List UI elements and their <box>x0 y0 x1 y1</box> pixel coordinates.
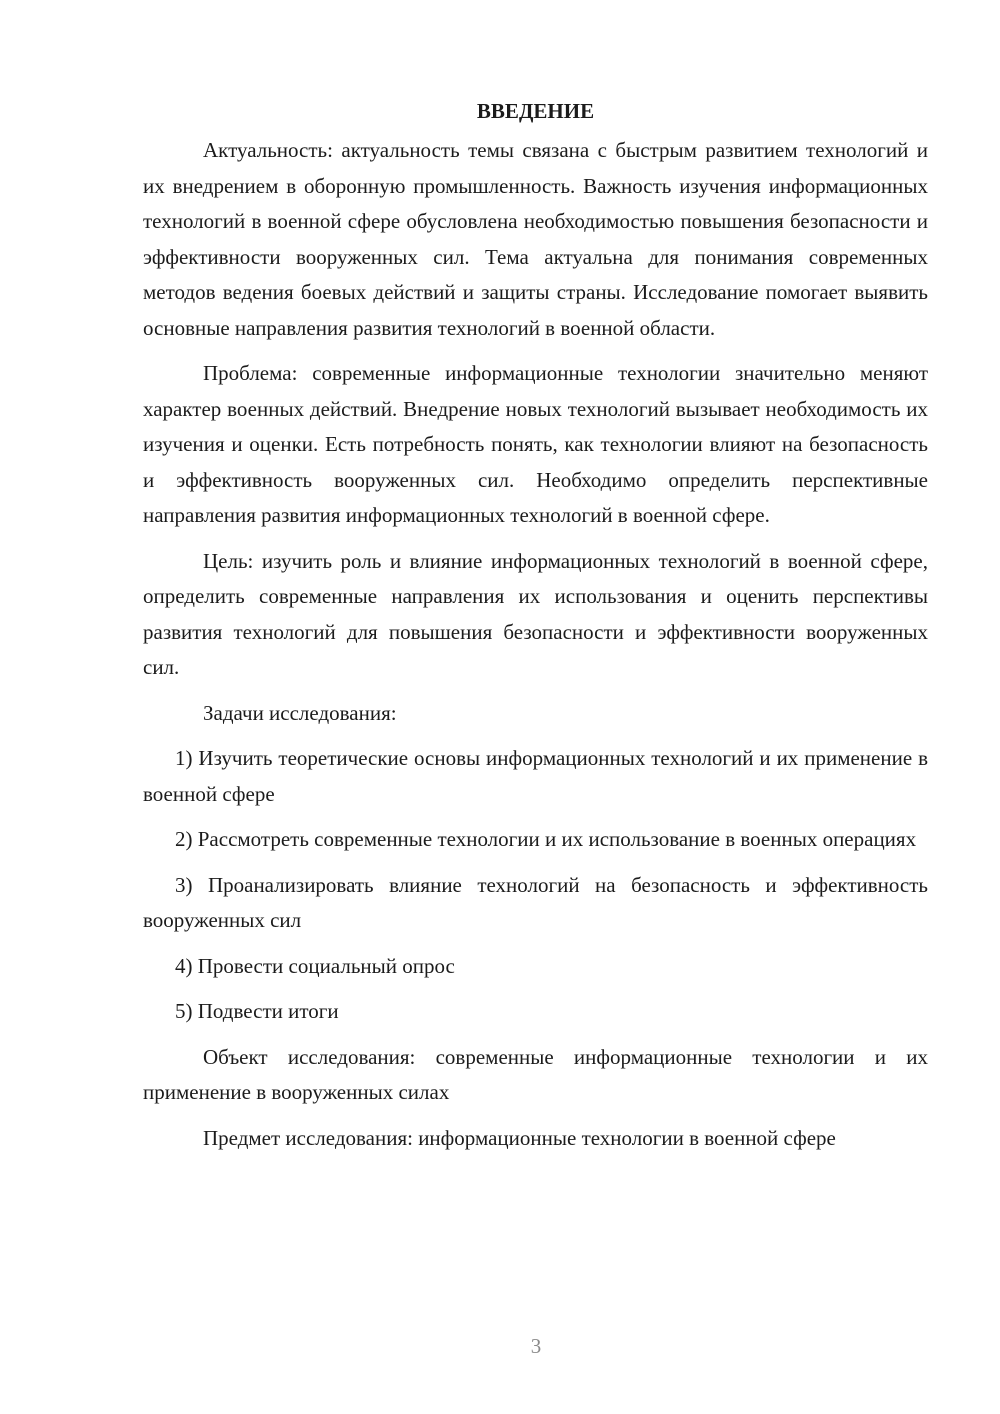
goal-paragraph: Цель: изучить роль и влияние информационных технологий в военной сфере, определить современные направления их использования и оценить перспективы развития технологий для повышения безопасности и эффективности вооруженных сил. <box>143 548 928 679</box>
page-title: ВВЕДЕНИЕ <box>476 99 595 123</box>
list-item: 2) Рассмотреть современные технологии и их использование в военных операциях <box>175 827 917 851</box>
tasks-list <box>143 741 928 1030</box>
list-item: 5) Подвести итоги <box>175 999 339 1023</box>
tasks-intro: Задачи исследования: <box>203 700 397 725</box>
list-item: 3) Проанализировать влияние технологий на безопасность и эффективность вооруженных сил <box>143 872 928 932</box>
list-item: 1) Изучить теоретические основы информационных технологий и их применение в военной сфере <box>143 746 928 806</box>
subject-paragraph: Предмет исследования: информационные технологии в военной сфере <box>203 1125 836 1150</box>
document-page <box>143 96 928 1166</box>
page-number: 3 <box>530 1334 542 1358</box>
object-paragraph: Объект исследования: современные информационные технологии и их применение в вооруженных силах <box>143 1044 928 1104</box>
problem-paragraph: Проблема: современные информационные технологии значительно меняют характер военных действий. Внедрение новых технологий вызывает необходимость их изучения и оценки. Есть потребность понять, как технологии влияют на безопасность и эффективность вооруженных сил. Необходимо определить перспективные направления развития информационных технологий в военной сфере. <box>143 361 928 527</box>
relevance-paragraph: Актуальность: актуальность темы связана с быстрым развитием технологий и их внедрением в оборонную промышленность. Важность изучения информационных технологий в военной сфере обусловлена необходимостью повышения безопасности и эффективности вооруженных сил. Тема актуальна для понимания современных методов ведения боевых действий и защиты страны. Исследование помогает выявить основные направления развития технологий в военной области. <box>143 138 928 340</box>
list-item: 4) Провести социальный опрос <box>175 953 455 978</box>
